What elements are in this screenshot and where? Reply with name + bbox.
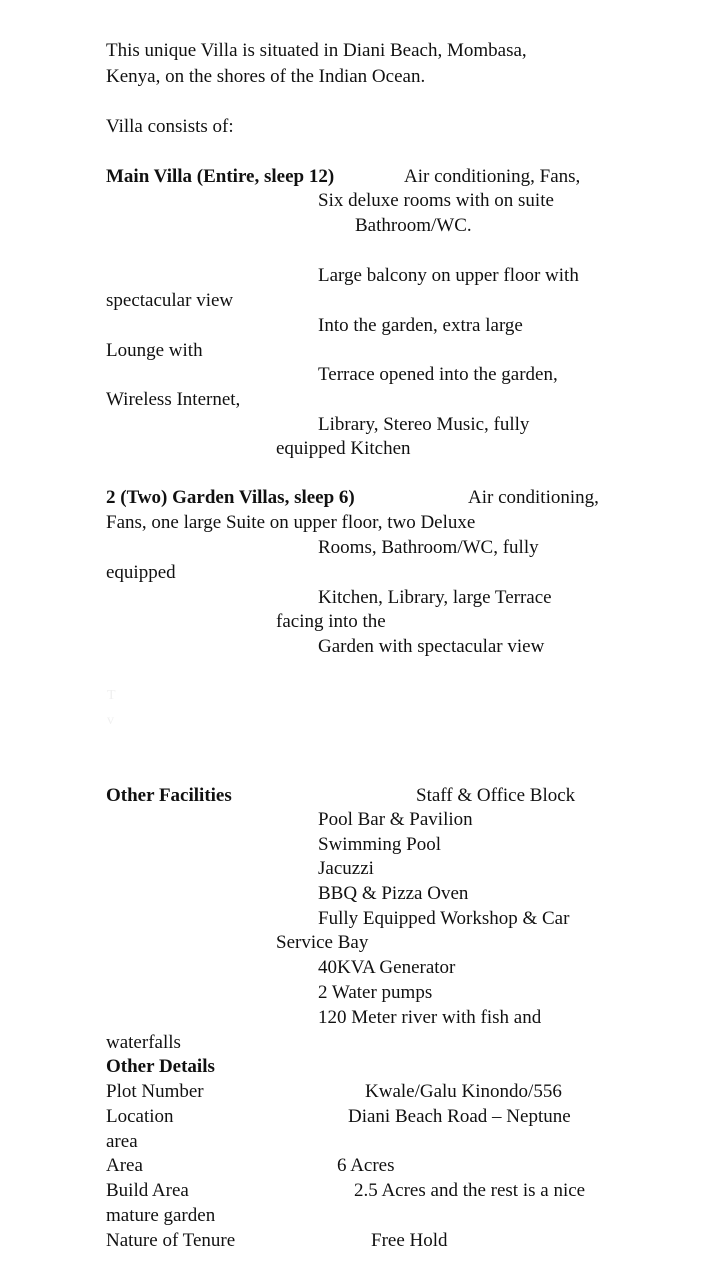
- garden-villas-line: Air conditioning,: [468, 487, 599, 508]
- main-villa-line: equipped Kitchen: [276, 438, 411, 459]
- faded-mark: v: [107, 713, 114, 728]
- build-area-label: Build Area: [106, 1180, 189, 1201]
- location-value: Diani Beach Road – Neptune: [348, 1106, 571, 1127]
- facility-item: Pool Bar & Pavilion: [318, 809, 473, 830]
- main-villa-line: Six deluxe rooms with on suite: [318, 190, 554, 211]
- main-villa-line: Terrace opened into the garden,: [318, 364, 558, 385]
- main-villa-line: spectacular view: [106, 290, 234, 311]
- main-villa-line: Into the garden, extra large: [318, 315, 523, 336]
- facility-item: Swimming Pool: [318, 834, 441, 855]
- facility-item: 40KVA Generator: [318, 957, 456, 978]
- area-label: Area: [106, 1155, 143, 1176]
- main-villa-heading: Main Villa (Entire, sleep 12): [106, 166, 335, 187]
- facility-item: Fully Equipped Workshop & Car: [318, 908, 570, 929]
- tenure-value: Free Hold: [371, 1230, 448, 1251]
- faded-mark: T: [107, 688, 116, 703]
- main-villa-line: Lounge with: [106, 340, 203, 361]
- garden-villas-line: Rooms, Bathroom/WC, fully: [318, 537, 539, 558]
- area-value: 6 Acres: [337, 1155, 395, 1176]
- other-facilities-heading: Other Facilities: [106, 785, 232, 806]
- main-villa-line: Air conditioning, Fans,: [404, 166, 581, 187]
- main-villa-line: Large balcony on upper floor with: [318, 265, 579, 286]
- main-villa-line: Library, Stereo Music, fully: [318, 414, 530, 435]
- garden-villas-line: facing into the: [276, 611, 386, 632]
- facility-item: BBQ & Pizza Oven: [318, 883, 469, 904]
- garden-villas-line: equipped: [106, 562, 176, 583]
- facility-item: 120 Meter river with fish and: [318, 1007, 542, 1028]
- garden-villas-line: Fans, one large Suite on upper floor, two Deluxe: [106, 512, 476, 533]
- location-value-continued: area: [106, 1131, 138, 1152]
- build-area-value: 2.5 Acres and the rest is a nice: [354, 1180, 586, 1201]
- garden-villas-line: Garden with spectacular view: [318, 636, 545, 657]
- facility-item: 2 Water pumps: [318, 982, 433, 1003]
- intro-line-2: Kenya, on the shores of the Indian Ocean.: [106, 66, 426, 87]
- main-villa-line: Wireless Internet,: [106, 389, 241, 410]
- garden-villas-line: Kitchen, Library, large Terrace: [318, 587, 552, 608]
- other-details-heading: Other Details: [106, 1056, 215, 1077]
- facility-item: Staff & Office Block: [416, 785, 576, 806]
- villa-consists-label: Villa consists of:: [106, 116, 234, 137]
- garden-villas-heading: 2 (Two) Garden Villas, sleep 6): [106, 487, 355, 508]
- build-area-value-continued: mature garden: [106, 1205, 216, 1226]
- facility-item: waterfalls: [106, 1032, 181, 1053]
- facility-item: Service Bay: [276, 932, 369, 953]
- plot-number-label: Plot Number: [106, 1081, 204, 1102]
- facility-item: Jacuzzi: [318, 858, 374, 879]
- plot-number-value: Kwale/Galu Kinondo/556: [365, 1081, 562, 1102]
- main-villa-line: Bathroom/WC.: [355, 215, 472, 236]
- location-label: Location: [106, 1106, 174, 1127]
- intro-line-1: This unique Villa is situated in Diani Beach, Mombasa,: [106, 40, 527, 61]
- tenure-label: Nature of Tenure: [106, 1230, 236, 1251]
